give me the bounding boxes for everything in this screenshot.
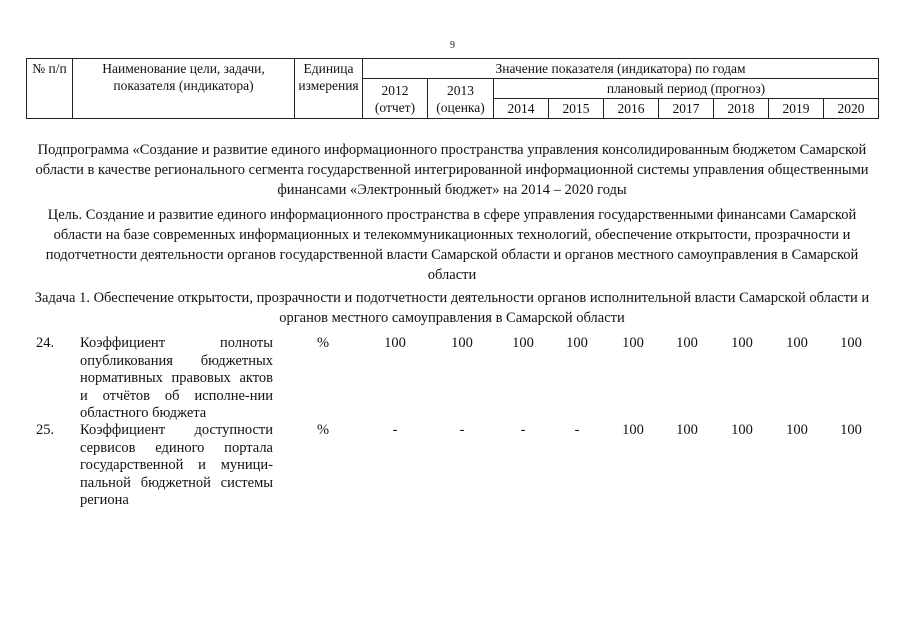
header-values-col: Значение показателя (индикатора) по годам [363, 59, 879, 79]
value-2020: 100 [840, 422, 862, 438]
task-text: Задача 1. Обеспечение открытости, прозрачности и подотчетности деятельности органов исполнительной власти Самарской области и органов местного самоуправления в Самарской области [34, 290, 870, 326]
indicator-unit: % [316, 422, 330, 438]
header-year: 2015 [549, 99, 604, 119]
header-year-2013: 2013 (оценка) [428, 79, 494, 119]
value-2012: 100 [384, 335, 406, 351]
header-name-col: Наименование цели, задачи, показателя (индикатора) [73, 59, 295, 119]
value-2014: 100 [512, 335, 534, 351]
value-2017: 100 [676, 422, 698, 438]
value-2016: 100 [622, 422, 644, 438]
indicator-name: Коэффициент полноты опубликования бюджетных нормативных правовых актов и отчётов об исполне-нии областного бюджета [80, 335, 273, 421]
value-2015: - [574, 422, 580, 438]
row-number: 25. [36, 422, 55, 438]
value-2015: 100 [566, 335, 588, 351]
value-2013: 100 [451, 335, 473, 351]
header-year: 2018 [714, 99, 769, 119]
indicator-name: Коэффициент доступности сервисов единого портала государственной и муници-пальной бюджетной системы региона [80, 422, 273, 508]
header-year: 2017 [659, 99, 714, 119]
header-year: 2020 [824, 99, 879, 119]
header-year-2012: 2012 (отчет) [363, 79, 428, 119]
value-2013: - [459, 422, 465, 438]
indicator-unit: % [316, 335, 330, 351]
value-2014: - [520, 422, 526, 438]
goal-text: Цель. Создание и развитие единого информационного пространства в сфере управления государственными финансами Самарской области на базе современных информационных и телекоммуникационных технологий, обеспечение открытости, прозрачности и подотчетности деятельности органов государственной власти Самарской области и органов местного самоуправления в Самарской области [45, 207, 859, 283]
header-year: 2014 [494, 99, 549, 119]
value-2016: 100 [622, 335, 644, 351]
header-planned-period: плановый период (прогноз) [494, 79, 879, 99]
value-2018: 100 [731, 422, 753, 438]
row-number: 24. [36, 335, 55, 351]
header-year: 2019 [769, 99, 824, 119]
value-2017: 100 [676, 335, 698, 351]
value-2020: 100 [840, 335, 862, 351]
subprogram-title: Подпрограмма «Создание и развитие единого информационного пространства управления консолидированным бюджетом Самарской области в качестве регионального сегмента государственной интегрированной информационной системы управления общественными финансами «Электронный бюджет» на 2014 – 2020 годы [35, 142, 869, 198]
header-num-col: № п/п [27, 59, 73, 119]
value-2018: 100 [731, 335, 753, 351]
value-2019: 100 [786, 422, 808, 438]
header-unit-col: Единица измерения [295, 59, 363, 119]
indicator-table-header [26, 58, 879, 119]
value-2012: - [392, 422, 398, 438]
header-year: 2016 [604, 99, 659, 119]
value-2019: 100 [786, 335, 808, 351]
page-number: 9 [450, 40, 455, 51]
